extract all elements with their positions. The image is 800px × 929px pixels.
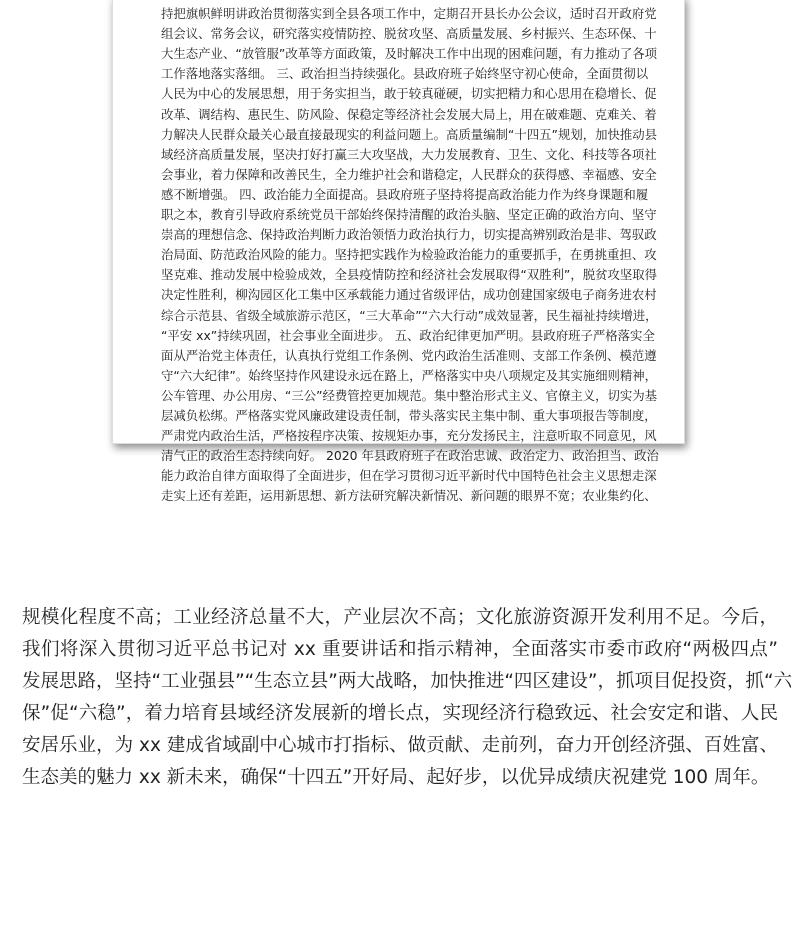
page-text-line: 组会议、常务会议，研究落实疫情防控、脱贫攻坚、高质量发展、乡村振兴、生态环保、十: [161, 26, 657, 42]
page-text-line: 人民为中心的发展思想，用于务实担当，敢于较真碰硬，切实把精力和心思用在稳增长、促: [161, 86, 657, 102]
page-text-line: 层减负松绑。严格落实党风廉政建设责任制，带头落实民主集中制、重大事项报告等制度，: [161, 408, 657, 423]
page-text-line: 清气正的政治生态持续向好。 2020 年县政府班子在政治忠诚、政治定力、政治担当、政治: [161, 448, 659, 464]
page-text-line: 面从严治党主体责任，认真执行党组工作条例、党内政治生活准则、支部工作条例、模范遵: [161, 347, 657, 363]
body-text-line: 安居乐业，为 xx 建成省域副中心城市打指标、做贡献、走前列，奋力开创经济强、百姓富、: [22, 735, 778, 756]
page-text-line: 决定性胜利，柳沟园区化工集中区承载能力通过省级评估，成功创建国家级电子商务进农村: [161, 287, 657, 303]
page-text-line: 会事业，着力保障和改善民生，全力维护社会和谐稳定，人民群众的获得感、幸福感、安全: [161, 166, 657, 182]
document-page-preview: [112, 0, 685, 504]
page-text-line: 持把旗帜鲜明讲政治贯彻落实到全县各项工作中，定期召开县长办公会议，适时召开政府党: [161, 6, 657, 21]
body-text-line: 发展思路，坚持“工业强县”“生态立县”两大战略，加快推进“四区建设”，抓项目促投资，抓“六: [22, 671, 793, 692]
page-text-line: 大生态产业、“放管服”改革等方面政策，及时解决工作中出现的困难问题，有力推动了各项: [161, 46, 658, 62]
page-text-line: 坚克难、推动发展中检验成效，全县疫情防控和经济社会发展取得“双胜利”，脱贫攻坚取得: [161, 267, 658, 283]
page-text-line: 治局面、防范政治风险的能力。坚持把实践作为检验政治能力的重要抓手，在勇挑重担、攻: [161, 247, 657, 263]
body-text-line: 我们将深入贯彻习近平总书记对 xx 重要讲话和指示精神，全面落实市委市政府“两极四点”: [22, 639, 778, 660]
page-text-line: 域经济高质量发展，坚决打好打赢三大攻坚战，大力发展教育、卫生、文化、科技等各项社: [161, 146, 657, 162]
page-text-line: 能力政治自律方面取得了全面进步，但在学习贯彻习近平新时代中国特色社会主义思想走深: [161, 468, 657, 484]
body-text-line: 生态美的魅力 xx 新未来，确保“十四五”开好局、起好步，以优异成绩庆祝建党 100 周年。: [22, 767, 770, 788]
page-text-line: 工作落地落实落细。 三、政治担当持续强化。县政府班子始终坚守初心使命，全面贯彻以: [161, 66, 649, 82]
page-text-line: “平安 xx”持续巩固，社会事业全面进步。 五、政治纪律更加严明。县政府班子严格落实全: [161, 327, 655, 343]
page-text-line: 走实上还有差距，运用新思想、新方法研究解决新情况、新问题的眼界不宽；农业集约化、: [161, 488, 657, 504]
page-text-line: 严肃党内政治生活，严格按程序决策、按规矩办事，充分发扬民主，注意听取不同意见，风: [161, 428, 657, 444]
page-text-line: 守“六大纪律”。始终坚持作风建设永远在路上，严格落实中央八项规定及其实施细则精神，: [161, 367, 658, 383]
body-text-line: 保”促“六稳”，着力培育县域经济发展新的增长点，实现经济行稳致远、社会安定和谐、人民: [22, 703, 778, 724]
page-text-line: 公车管理、办公用房、“三公”经费管控更加规范。集中整治形式主义、官僚主义，切实为基: [161, 387, 658, 403]
page-text-line: 综合示范县、省级全域旅游示范区，“三大革命”“六大行动”成效显著，民生福祉持续增进，: [161, 307, 658, 323]
page-text-line: 感不断增强。 四、政治能力全面提高。县政府班子坚持将提高政治能力作为终身课题和履: [161, 186, 649, 202]
page-text-line: 职之本，教育引导政府系统党员干部始终保持清醒的政治头脑、坚定正确的政治方向、坚守: [161, 207, 657, 222]
page-text-line: 崇高的理想信念、保持政治判断力政治领悟力政治执行力，切实提高辨别政治是非、驾驭政: [161, 227, 657, 243]
body-text-line: 规模化程度不高；工业经济总量不大，产业层次不高；文化旅游资源开发利用不足。今后，: [22, 607, 778, 628]
page-text-line: 改革、调结构、惠民生、防风险、保稳定等经济社会发展大局上，用在破难题、克难关、着: [161, 106, 657, 122]
page-text-line: 力解决人民群众最关心最直接最现实的利益问题上。高质量编制“十四五”规划，加快推动县: [161, 126, 658, 142]
